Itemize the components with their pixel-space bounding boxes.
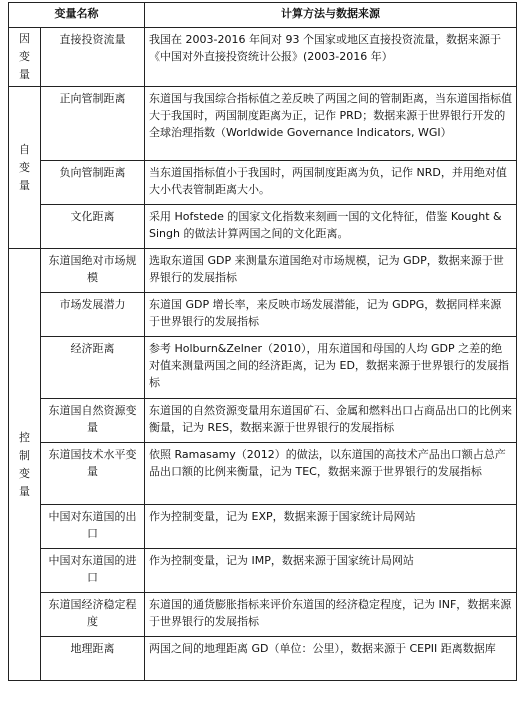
- variable-name: 中国对东道国的进口: [41, 549, 145, 593]
- table-row: [9, 161, 517, 205]
- variable-description: 我国在 2003-2016 年间对 93 个国家或地区直接投资流量，数据来源于《中国对外直接投资统计公报》(2003-2016 年）: [145, 28, 517, 87]
- variable-description: 东道国与我国综合指标值之差反映了两国之间的管制距离，当东道国指标值大于我国时，两国制度距离为正，记作 PRD；数据来源于世界银行开发的全球治理指数（Worldwide Governance Indicators, WGI）: [145, 87, 517, 161]
- variable-description: 作为控制变量，记为 IMP，数据来源于国家统计局网站: [145, 549, 517, 593]
- table-row: [9, 28, 517, 87]
- variable-name: 东道国技术水平变量: [41, 443, 145, 505]
- variable-name: 负向管制距离: [41, 161, 145, 205]
- table-row: [9, 399, 517, 443]
- table-row: [9, 549, 517, 593]
- variable-name: 文化距离: [41, 205, 145, 249]
- variable-name: 正向管制距离: [41, 87, 145, 161]
- variable-name: 直接投资流量: [41, 28, 145, 87]
- table-row: [9, 337, 517, 399]
- table-row: [9, 637, 517, 681]
- variable-description: 东道国的通货膨胀指标来评价东道国的经济稳定程度，记为 INF，数据来源于世界银行的发展指标: [145, 593, 517, 637]
- variable-description: 选取东道国 GDP 来测量东道国绝对市场规模，记为 GDP，数据来源于世界银行的发展指标: [145, 249, 517, 293]
- variable-name: 东道国经济稳定程度: [41, 593, 145, 637]
- table-row: [9, 293, 517, 337]
- table-header-row: [9, 3, 517, 28]
- variable-name: 东道国自然资源变量: [41, 399, 145, 443]
- variable-description: 作为控制变量，记为 EXP，数据来源于国家统计局网站: [145, 505, 517, 549]
- variable-description: 采用 Hofstede 的国家文化指数来刻画一国的文化特征，借鉴 Kought & Singh 的做法计算两国之间的文化距离。: [145, 205, 517, 249]
- variable-name: 中国对东道国的出口: [41, 505, 145, 549]
- variable-description: 依照 Ramasamy（2012）的做法，以东道国的高技术产品出口额占总产品出口额的比例来衡量，记为 TEC，数据来源于世界银行的发展指标: [145, 443, 517, 505]
- variable-name: 地理距离: [41, 637, 145, 681]
- table-row: [9, 593, 517, 637]
- category-control: 控 制 变 量: [9, 249, 41, 681]
- variable-description: 东道国的自然资源变量用东道国矿石、金属和燃料出口占商品出口的比例来衡量，记为 RES，数据来源于世界银行的发展指标: [145, 399, 517, 443]
- category-dependent: 因 变 量: [9, 28, 41, 87]
- table-row: [9, 249, 517, 293]
- category-independent: 自 变 量: [9, 87, 41, 249]
- header-method-source: 计算方法与数据来源: [145, 3, 517, 28]
- variable-description: 当东道国指标值小于我国时，两国制度距离为负，记作 NRD，并用绝对值大小代表管制距离大小。: [145, 161, 517, 205]
- table-row: [9, 505, 517, 549]
- table-row: [9, 443, 517, 505]
- header-variable-name: 变量名称: [9, 3, 145, 28]
- variable-description: 两国之间的地理距离 GD（单位：公里），数据来源于 CEPII 距离数据库: [145, 637, 517, 681]
- table-row: [9, 205, 517, 249]
- variable-description: 参考 Holburn&Zelner（2010），用东道国和母国的人均 GDP 之差的绝对值来测量两国之间的经济距离，记为 ED，数据来源于世界银行的发展指标: [145, 337, 517, 399]
- variables-table: [8, 2, 517, 681]
- variable-description: 东道国 GDP 增长率，来反映市场发展潜能，记为 GDPG，数据同样来源于世界银行的发展指标: [145, 293, 517, 337]
- variable-name: 东道国绝对市场规模: [41, 249, 145, 293]
- table-row: [9, 87, 517, 161]
- variable-name: 市场发展潜力: [41, 293, 145, 337]
- variable-name: 经济距离: [41, 337, 145, 399]
